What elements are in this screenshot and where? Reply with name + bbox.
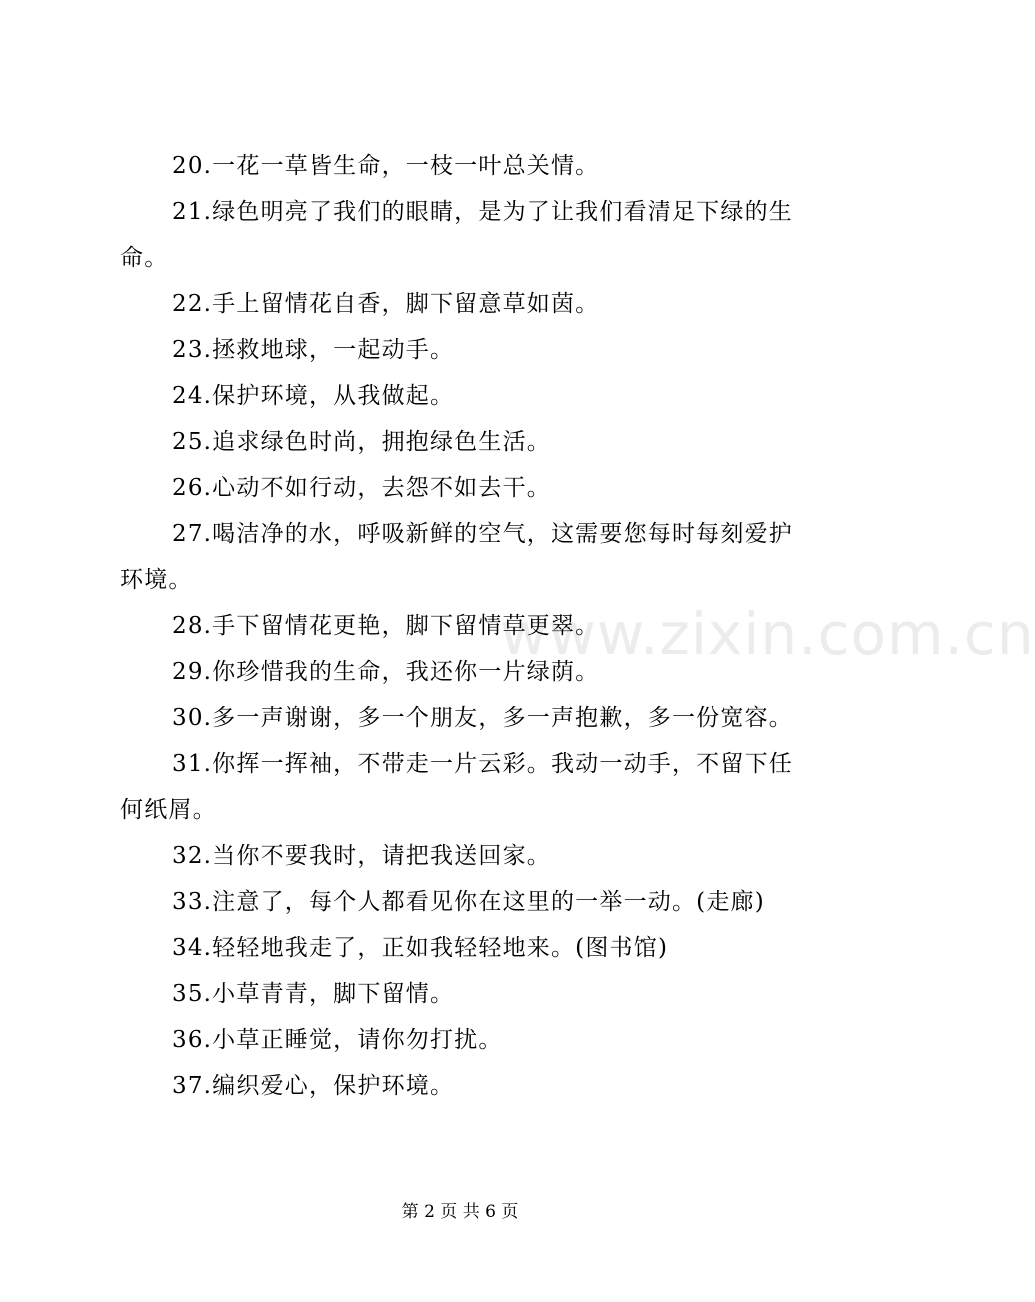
list-item: 20.一花一草皆生命，一枝一叶总关情。 <box>172 153 600 179</box>
list-item: 24.保护环境，从我做起。 <box>172 383 455 409</box>
document-body <box>120 143 808 1109</box>
list-item: 27.喝洁净的水，呼吸新鲜的空气，这需要您每时每刻爱护环境。 <box>120 521 793 593</box>
list-item: 25.追求绿色时尚，拥抱绿色生活。 <box>172 429 551 455</box>
watermark: www.zixin.com.cn <box>500 600 1035 668</box>
list-item: 23.拯救地球，一起动手。 <box>172 337 455 363</box>
list-item: 22.手上留情花自香，脚下留意草如茵。 <box>172 291 600 317</box>
list-item: 31.你挥一挥袖，不带走一片云彩。我动一动手，不留下任何纸屑。 <box>120 751 793 823</box>
list-item: 28.手下留情花更艳，脚下留情草更翠。 <box>172 613 600 639</box>
list-item: 30.多一声谢谢，多一个朋友，多一声抱歉，多一份宽容。 <box>172 705 793 731</box>
list-item: 32.当你不要我时，请把我送回家。 <box>172 843 551 869</box>
list-item: 33.注意了，每个人都看见你在这里的一举一动。(走廊) <box>172 889 765 915</box>
list-item: 21.绿色明亮了我们的眼睛，是为了让我们看清足下绿的生命。 <box>120 199 793 271</box>
list-item: 34.轻轻地我走了，正如我轻轻地来。(图书馆) <box>172 935 669 961</box>
list-item: 36.小草正睡觉，请你勿打扰。 <box>172 1027 503 1053</box>
list-item: 37.编织爱心，保护环境。 <box>172 1073 455 1099</box>
list-item: 35.小草青青，脚下留情。 <box>172 981 455 1007</box>
list-item: 29.你珍惜我的生命，我还你一片绿荫。 <box>172 659 600 685</box>
page-footer: 第 2 页 共 6 页 <box>401 1202 519 1222</box>
list-item: 26.心动不如行动，去怨不如去干。 <box>172 475 551 501</box>
